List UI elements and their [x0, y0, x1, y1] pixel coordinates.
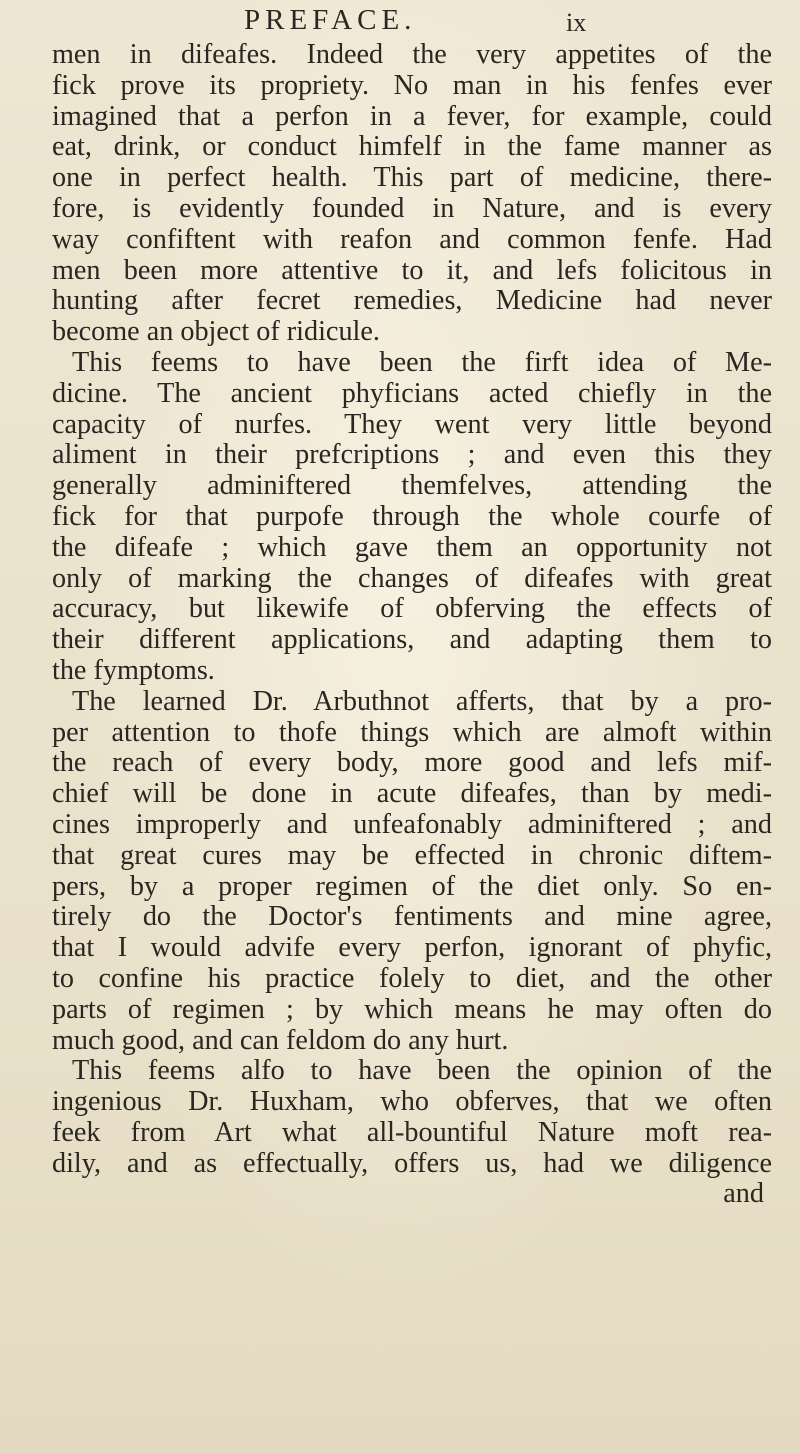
running-head: PREFACE.	[244, 4, 417, 36]
text-line: that great cures may be effected in chronic diftem-	[52, 839, 772, 871]
text-line: dicine. The ancient phyficians acted chiefly in the	[52, 377, 772, 409]
text-line: way confiftent with reafon and common fenfe. Had	[52, 223, 772, 255]
text-line: fore, is evidently founded in Nature, and is every	[52, 192, 772, 224]
text-line: only of marking the changes of difeafes with great	[52, 562, 772, 594]
paragraph-start-line: This feems to have been the firft idea of Me-	[72, 346, 772, 378]
text-line: the reach of every body, more good and lefs mif-	[52, 747, 772, 779]
page-number: ix	[566, 8, 587, 37]
text-line: much good, and can feldom do any hurt.	[52, 1024, 509, 1056]
text-line: per attention to thofe things which are almoft within	[52, 716, 772, 748]
text-line: one in perfect health. This part of medicine, there-	[52, 162, 772, 194]
text-line: imagined that a perfon in a fever, for example, could	[52, 100, 772, 132]
text-line: the difeafe ; which gave them an opportunity not	[52, 531, 772, 563]
text-line: hunting after fecret remedies, Medicine had never	[52, 285, 772, 317]
text-line: that I would advife every perfon, ignorant of phyfic,	[52, 932, 772, 964]
text-line: eat, drink, or conduct himfelf in the fame manner as	[52, 131, 772, 163]
text-line: pers, by a proper regimen of the diet only. So en-	[52, 870, 772, 902]
text-line: capacity of nurfes. They went very little beyond	[52, 408, 772, 440]
text-line: ingenious Dr. Huxham, who obferves, that we often	[52, 1086, 772, 1118]
text-line: aliment in their prefcriptions ; and even this they	[52, 439, 772, 471]
text-line: feek from Art what all-bountiful Nature moft rea-	[52, 1116, 772, 1148]
text-line: tirely do the Doctor's fentiments and mine agree,	[52, 901, 772, 933]
catchword: and	[723, 1178, 764, 1210]
text-line: dily, and as effectually, offers us, had we diligence	[52, 1147, 772, 1179]
text-line: become an object of ridicule.	[52, 316, 380, 348]
paragraph-start-line: This feems alfo to have been the opinion of the	[72, 1055, 772, 1087]
text-line: their different applications, and adapting them to	[52, 624, 772, 656]
text-line: parts of regimen ; by which means he may often do	[52, 993, 772, 1025]
text-line: the fymptoms.	[52, 654, 215, 686]
text-line: cines improperly and unfeafonably adminiftered ; and	[52, 808, 772, 840]
text-line: fick for that purpofe through the whole courfe of	[52, 500, 772, 532]
text-line: men been more attentive to it, and lefs folicitous in	[52, 254, 772, 286]
text-line: fick prove its propriety. No man in his fenfes ever	[52, 69, 772, 101]
text-line: accuracy, but likewife of obferving the effects of	[52, 593, 772, 625]
body-text	[52, 40, 772, 1210]
page-header	[244, 4, 784, 40]
paragraph-start-line: The learned Dr. Arbuthnot afferts, that by a pro-	[72, 685, 772, 717]
text-line: to confine his practice folely to diet, and the other	[52, 962, 772, 994]
text-line: men in difeafes. Indeed the very appetites of the	[52, 39, 772, 70]
text-line: chief will be done in acute difeafes, than by medi-	[52, 778, 772, 810]
text-line: generally adminiftered themfelves, attending the	[52, 470, 772, 502]
